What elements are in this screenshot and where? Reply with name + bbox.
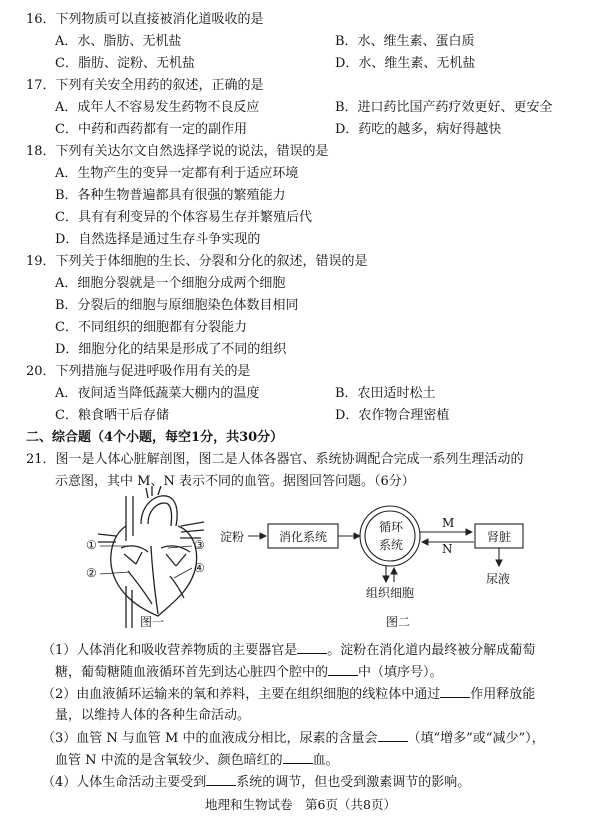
heart-label-1: ① [86, 538, 97, 552]
q21-part3-line1 [42, 730, 545, 747]
figure-heart-diagram [86, 486, 226, 628]
q21-part1-text-d: 中（填序号）。 [358, 665, 443, 680]
label-circulation-1: 循环 [379, 520, 404, 534]
q19-option-d: D．细胞分化的结果是形成了不同的组织 [55, 342, 287, 357]
answer-blank-4[interactable] [378, 730, 408, 742]
label-tissue-cells: 组织细胞 [366, 586, 415, 600]
q21-part1-text-a: （1）人体消化和吸收营养物质的主要器官是 [42, 643, 298, 658]
label-starch: 淀粉 [220, 530, 245, 544]
label-vessel-m: M [442, 516, 455, 530]
q21-stem-line2: 示意图，其中 M、N 表示不同的血管。据图回答问题。（6分） [55, 474, 415, 489]
q21-part3-line2 [55, 752, 339, 769]
q21-part2-text-a: （2）由血液循环运输来的氧和养料，主要在组织细胞的线粒体中通过 [42, 687, 441, 702]
q18-option-c: C．具有有利变异的个体容易生存并繁殖后代 [55, 210, 312, 225]
q17-option-b: B．进口药比国产药疗效更好、更安全 [335, 100, 553, 115]
q18-stem: 18．下列有关达尔文自然选择学说的说法，错误的是 [26, 144, 329, 159]
q19-option-c: C．不同组织的细胞都有分裂能力 [55, 320, 247, 335]
q18-option-b: B．各种生物普遍都具有很强的繁殖能力 [55, 188, 286, 203]
q21-part2-line1 [42, 686, 535, 703]
q20-stem: 20．下列措施与促进呼吸作用有关的是 [26, 364, 251, 379]
q17-option-c: C．中药和西药都有一定的副作用 [55, 122, 247, 137]
label-urine: 尿液 [486, 572, 511, 586]
q21-part3-text-c: 血管 N 中流的是含氧较少、颜色暗红的 [55, 753, 283, 768]
q16-option-c: C．脂肪、淀粉、无机盐 [55, 56, 195, 71]
q19-option-a: A．细胞分裂就是一个细胞分成两个细胞 [55, 276, 286, 291]
answer-blank-6[interactable] [206, 774, 236, 786]
label-digestive-system: 消化系统 [279, 530, 328, 544]
q20-option-a: A．夜间适当降低蔬菜大棚内的温度 [55, 386, 260, 401]
q21-part3-text-a: （3）血管 N 与血管 M 中的血液成分相比，尿素的含量会 [42, 731, 378, 746]
section-heading: 二、综合题（4个小题，每空1分，共30分） [26, 430, 284, 445]
q20-option-c: C．粮食晒干后存储 [55, 408, 169, 423]
heart-label-4: ④ [194, 561, 205, 575]
q21-part2-line2: 量，以维持人体的各种生命活动。 [55, 708, 251, 723]
heart-label-2: ② [86, 566, 97, 580]
q20-option-d: D．农作物合理密植 [335, 408, 450, 423]
q17-option-d: D．药吃的越多，病好得越快 [335, 122, 502, 137]
q21-stem-line1: 21．图一是人体心脏解剖图，图二是人体各器官、系统协调配合完成一系列生理活动的 [26, 452, 524, 467]
q21-part1-text-c: 糖，葡萄糖随血液循环首先到达心脏四个腔中的 [55, 665, 329, 680]
answer-blank-3[interactable] [440, 686, 470, 698]
answer-blank-5[interactable] [283, 752, 313, 764]
q21-part4-line1 [42, 774, 470, 791]
q17-option-a: A．成年人不容易发生药物不良反应 [55, 100, 260, 115]
label-kidney: 肾脏 [487, 530, 512, 544]
heart-drawing [86, 486, 226, 628]
q18-option-a: A．生物产生的变异一定都有利于适应环境 [55, 166, 299, 181]
q21-part1-line1 [42, 642, 535, 659]
q21-part3-text-d: 血。 [312, 753, 339, 768]
q21-part3-text-b: （填“增多”或“减少”）， [407, 731, 545, 746]
q16-option-b: B．水、维生素、蛋白质 [335, 34, 475, 49]
q21-part2-text-b: 作用释放能 [470, 687, 536, 702]
q19-stem: 19．下列关于体细胞的生长、分裂和分化的叙述，错误的是 [26, 254, 368, 269]
q18-option-d: D．自然选择是通过生存斗争实现的 [55, 232, 261, 247]
q21-part4-text-a: （4）人体生命活动主要受到 [42, 775, 207, 790]
q20-option-b: B．农田适时松土 [335, 386, 436, 401]
q21-part1-line2 [55, 664, 443, 681]
q19-option-b: B．分裂后的细胞与原细胞染色体数目相同 [55, 298, 299, 313]
answer-blank-1[interactable] [297, 642, 327, 654]
system-diagram-drawing [220, 496, 550, 626]
label-circulation-2: 系统 [379, 538, 404, 552]
q17-stem: 17．下列有关安全用药的叙述，正确的是 [26, 78, 264, 93]
q21-part4-text-b: 系统的调节，但也受到激素调节的影响。 [236, 775, 471, 790]
q16-option-a: A．水、脂肪、无机盐 [55, 34, 182, 49]
answer-blank-2[interactable] [328, 664, 358, 676]
q21-part1-text-b: 。淀粉在消化道内最终被分解成葡萄 [327, 643, 536, 658]
heart-label-3: ③ [194, 538, 205, 552]
fig2-caption: 图二 [386, 615, 411, 629]
page-footer: 地理和生物试卷 第6页（共8页） [205, 797, 396, 812]
label-vessel-n: N [442, 542, 453, 556]
q16-option-d: D．水、维生素、无机盐 [335, 56, 476, 71]
figure-system-diagram [220, 496, 550, 626]
q16-stem: 16．下列物质可以直接被消化道吸收的是 [26, 12, 264, 27]
fig1-caption: 图一 [140, 615, 165, 629]
